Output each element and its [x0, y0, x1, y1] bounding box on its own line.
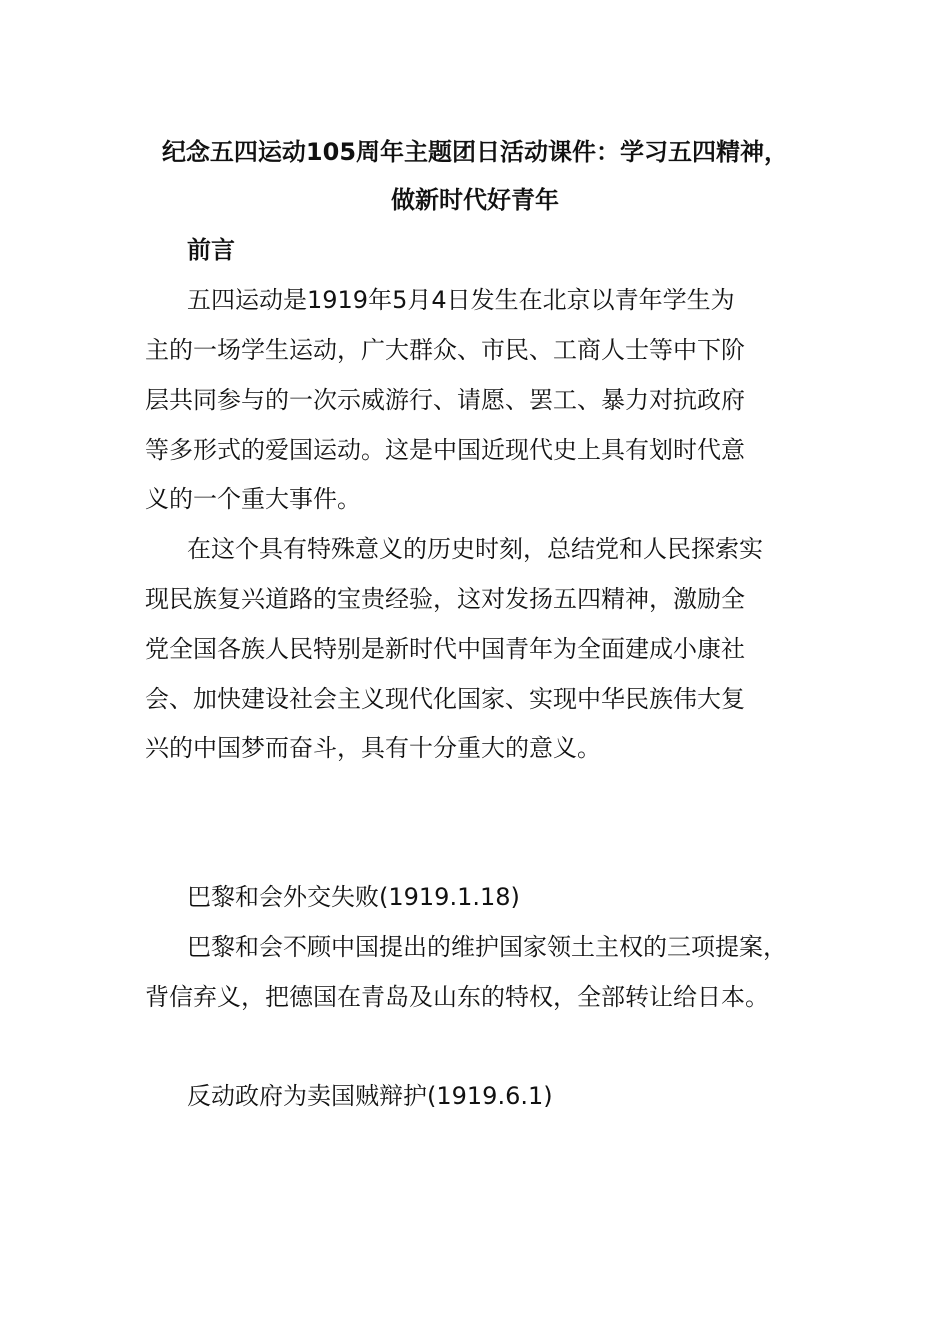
preface-heading: 前言	[187, 236, 235, 264]
paragraph1-line-3: 层共同参与的一次示威游行、请愿、罢工、暴力对抗政府	[145, 386, 745, 414]
section1-heading: 巴黎和会外交失败(1919.1.18)	[187, 883, 520, 911]
paragraph1-line-5: 义的一个重大事件。	[145, 485, 361, 513]
section1-line-2: 背信弃义，把德国在青岛及山东的特权，全部转让给日本。	[145, 983, 769, 1011]
paragraph2-line-2: 现民族复兴道路的宝贵经验，这对发扬五四精神，激励全	[145, 585, 745, 613]
paragraph2-line-5: 兴的中国梦而奋斗，具有十分重大的意义。	[145, 734, 601, 762]
paragraph1-line-4: 等多形式的爱国运动。这是中国近现代史上具有划时代意	[145, 436, 745, 464]
paragraph2-line-3: 党全国各族人民特别是新时代中国青年为全面建成小康社	[145, 635, 745, 663]
document-title-line-2: 做新时代好青年	[391, 186, 559, 214]
paragraph1-line-2: 主的一场学生运动，广大群众、市民、工商人士等中下阶	[145, 336, 745, 364]
paragraph1-line-1: 五四运动是1919年5月4日发生在北京以青年学生为	[187, 286, 735, 314]
paragraph2-line-1: 在这个具有特殊意义的历史时刻，总结党和人民探索实	[187, 535, 763, 563]
section1-line-1: 巴黎和会不顾中国提出的维护国家领土主权的三项提案，	[187, 933, 787, 961]
paragraph2-line-4: 会、加快建设社会主义现代化国家、实现中华民族伟大复	[145, 685, 745, 713]
document-title-line-1: 纪念五四运动105周年主题团日活动课件：学习五四精神，	[161, 138, 789, 166]
section2-heading: 反动政府为卖国贼辩护(1919.6.1)	[187, 1082, 553, 1110]
